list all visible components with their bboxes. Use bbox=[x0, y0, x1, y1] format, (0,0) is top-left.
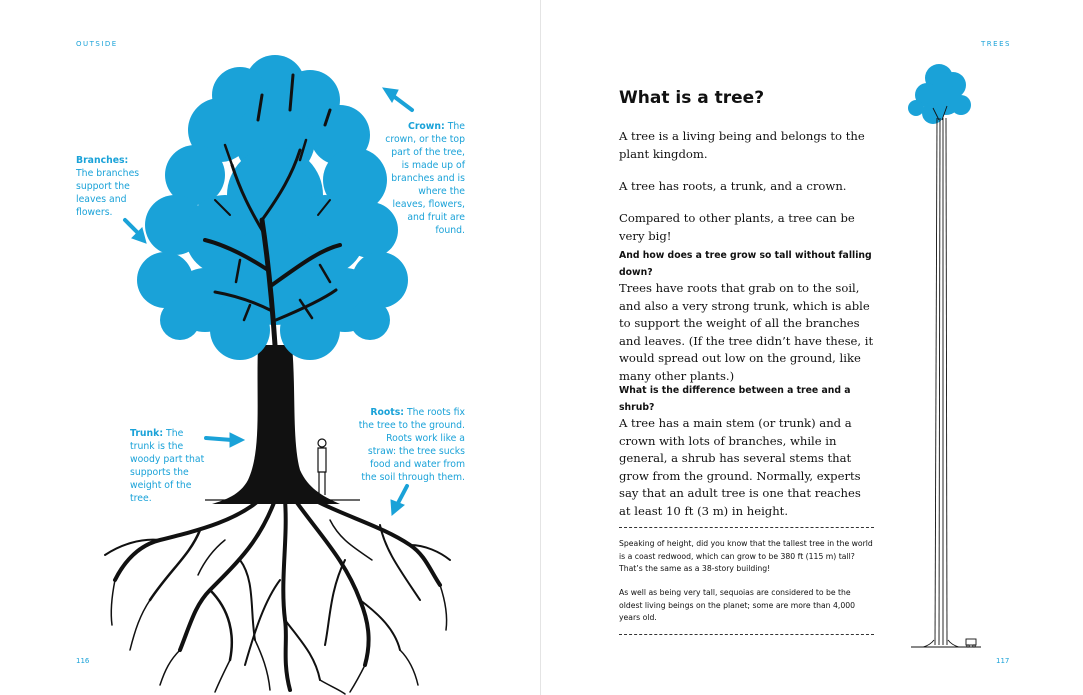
trunk-text: The trunk is the woody part that supports the weight of the tree. bbox=[130, 428, 205, 504]
folio-left: 116 bbox=[76, 657, 90, 665]
question-1: And how does a tree grow so tall without falling down? bbox=[619, 250, 872, 278]
question-2: What is the difference between a tree and a shrub? bbox=[619, 385, 851, 413]
page-title: What is a tree? bbox=[619, 88, 765, 108]
tree-trunk bbox=[212, 345, 340, 504]
intro-paragraph-2: A tree has roots, a trunk, and a crown. bbox=[619, 179, 847, 193]
branches-title: Branches: bbox=[76, 155, 129, 166]
roots-label bbox=[355, 406, 465, 484]
tall-tree-trunk bbox=[923, 106, 959, 647]
right-page bbox=[541, 0, 1083, 695]
trunk-label bbox=[130, 427, 210, 505]
tiny-bus-icon bbox=[966, 639, 976, 647]
tall-tree-illustration bbox=[541, 0, 1083, 695]
running-head-left: OUTSIDE bbox=[76, 40, 118, 48]
trunk-title: Trunk: bbox=[130, 428, 164, 439]
fact-paragraph-1: Speaking of height, did you know that the tallest tree in the world is a coast redwood, which can grow to be 380 ft (115 m) tall? That’s the same as a 38-story building! bbox=[619, 539, 873, 574]
tall-tree-crown bbox=[908, 64, 971, 124]
roots-title: Roots: bbox=[370, 407, 404, 418]
answer-2: A tree has a main stem (or trunk) and a crown with lots of branches, while in general, a shrub has several stems that grow from the ground. Normally, experts say that an adult tree is one that reaches at least 10 ft (3 m) in height. bbox=[619, 416, 861, 518]
intro-paragraph-3: Compared to other plants, a tree can be very big! bbox=[619, 211, 855, 243]
crown-title: Crown: bbox=[408, 121, 445, 132]
fact-paragraph-2: As well as being very tall, sequoias are considered to be the oldest living beings on the planet; some are more than 4,000 years old. bbox=[619, 588, 855, 623]
folio-right: 117 bbox=[996, 657, 1010, 665]
answer-1: Trees have roots that grab on to the soil, and also a very strong trunk, which is able to support the weight of all the branches and leaves. (If the tree didn’t have these, it would spread out low on the ground, like many other plants.) bbox=[619, 281, 874, 383]
branches-text: The branches support the leaves and flowers. bbox=[76, 168, 140, 218]
person-figure bbox=[318, 439, 326, 495]
tree-illustration bbox=[0, 0, 540, 695]
roots-text: The roots fix the tree to the ground. Roots work like a straw: the tree sucks food and water from the soil through them. bbox=[358, 407, 465, 483]
left-page bbox=[0, 0, 540, 695]
crown-text: The crown, or the top part of the tree, is made up of branches and is where the leaves, flowers, and fruit are found. bbox=[385, 121, 465, 236]
tree-roots bbox=[105, 495, 450, 694]
branches-label bbox=[76, 154, 156, 219]
running-head-right: TREES bbox=[981, 40, 1011, 48]
intro-paragraph-1: A tree is a living being and belongs to the plant kingdom. bbox=[619, 129, 865, 161]
crown-label bbox=[385, 120, 465, 237]
